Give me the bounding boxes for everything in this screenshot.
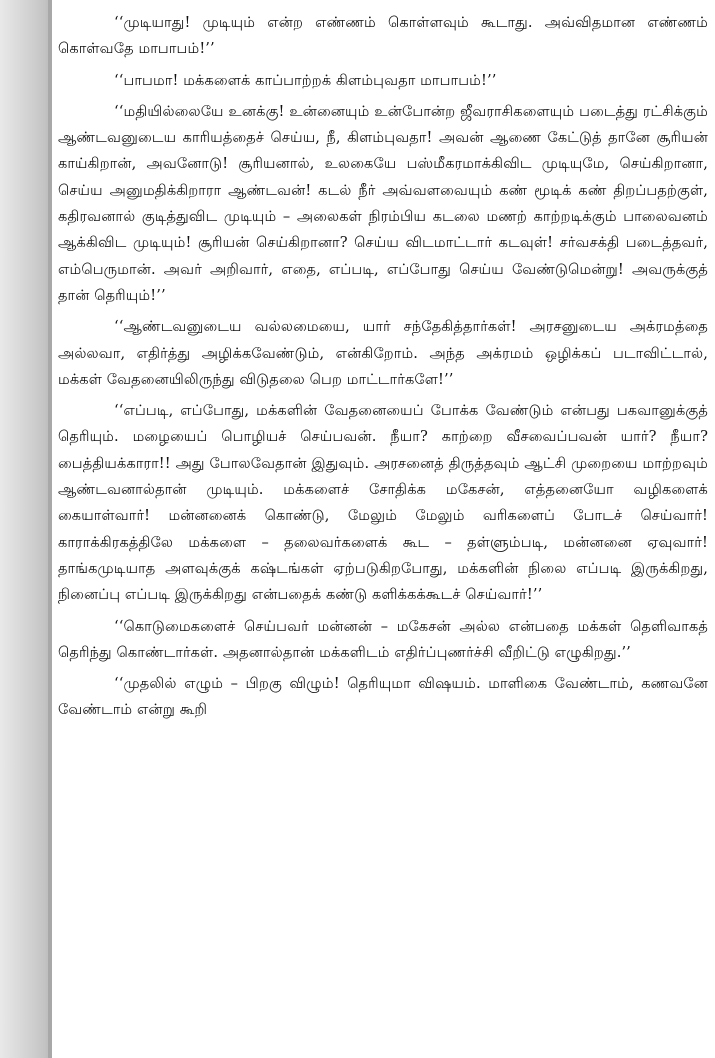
paragraph-2: ‘‘பாபமா! மக்களைக் காப்பாற்றக் கிளம்புவதா மாபாபம்!’’ [114,71,497,89]
scanned-page-edge-shadow [0,0,52,1058]
paragraph-3: ‘‘மதியில்லையே உனக்கு! உன்னையும் உன்போன்ற ஜீவராசிகளையும் படைத்து ரட்சிக்கும் ஆண்டவனுடைய காரியத்தைச் செய்ய, நீ, கிளம்புவதா! அவன் ஆணை கேட்டுத் தானே சூரியன் காய்கிறான், அவனோடு! சூரியனால், உலகையே பஸ்மீகரமாக்கிவிட முடியுமே, செய்கிறானா, செய்ய அனுமதிக்கிறாரா ஆண்டவன்! கடல் நீர் அவ்வளவையும் கண் மூடிக் கண் திறப்பதற்குள், கதிரவனால் குடித்துவிட முடியும் – அலைகள் நிரம்பிய கடலை மணற் காற்றடிக்கும் பாலைவனம் ஆக்கிவிட முடியும்! சூரியன் செய்கிறானா? செய்ய விடமாட்டார் கடவுள்! சர்வசக்தி படைத்தவர், எம்பெருமான். அவர் அறிவார், எதை, எப்படி, எப்போது செய்ய வேண்டுமென்று! அவருக்குத் தான் தெரியும்!’’ [58,102,708,304]
paragraph-4: ‘‘ஆண்டவனுடைய வல்லமையை, யார் சந்தேகித்தார்கள்! அரசனுடைய அக்ரமத்தை அல்லவா, எதிர்த்து அழிக்கவேண்டும், என்கிறோம். அந்த அக்ரமம் ஒழிக்கப் படாவிட்டால், மக்கள் வேதனையிலிருந்து விடுதலை பெற மாட்டார்களே!’’ [58,318,708,388]
paragraph-7: ‘‘முதலில் எழும் – பிறகு விழும்! தெரியுமா விஷயம். மாளிகை வேண்டாம், கணவனே வேண்டாம் என்று கூறி [58,675,708,719]
paragraph-1: ‘‘முடியாது! முடியும் என்ற எண்ணம் கொள்ளவும் கூடாது. அவ்விதமான எண்ணம் கொள்வதே மாபாபம்!’’ [58,14,708,58]
book-page [58,10,708,1050]
binding-edge-line [48,0,52,1058]
paragraph-6: ‘‘கொடுமைகளைச் செய்பவர் மன்னன் – மகேசன் அல்ல என்பதை மக்கள் தெளிவாகத் தெரிந்து கொண்டார்கள். அதனால்தான் மக்களிடம் எதிர்ப்புணர்ச்சி வீறிட்டு எழுகிறது.’’ [58,617,708,661]
paragraph-5: ‘‘எப்படி, எப்போது, மக்களின் வேதனையைப் போக்க வேண்டும் என்பது பகவானுக்குத் தெரியும். மழையைப் பொழியச் செய்பவன். நீயா? காற்றை வீசவைப்பவன் யார்? நீயா? பைத்தியக்காரா!! அது போலவேதான் இதுவும். அரசனைத் திருத்தவும் ஆட்சி முறையை மாற்றவும் ஆண்டவனால்தான் முடியும். மக்களைச் சோதிக்க மகேசன், எத்தனையோ வழிகளைக் கையாள்வார்! மன்னனைக் கொண்டு, மேலும் மேலும் வரிகளைப் போடச் செய்வார்! காராக்கிரகத்திலே மக்களை – தலைவர்களைக் கூட – தள்ளும்படி, மன்னனை ஏவுவார்! தாங்கமுடியாத அளவுக்குக் கஷ்டங்கள் ஏற்படுகிறபோது, மக்களின் நிலை எப்படி இருக்கிறது, நினைப்பு எப்படி இருக்கிறது என்பதைக் கண்டு களிக்கக்கூடச் செய்வார்!’’ [58,402,708,604]
